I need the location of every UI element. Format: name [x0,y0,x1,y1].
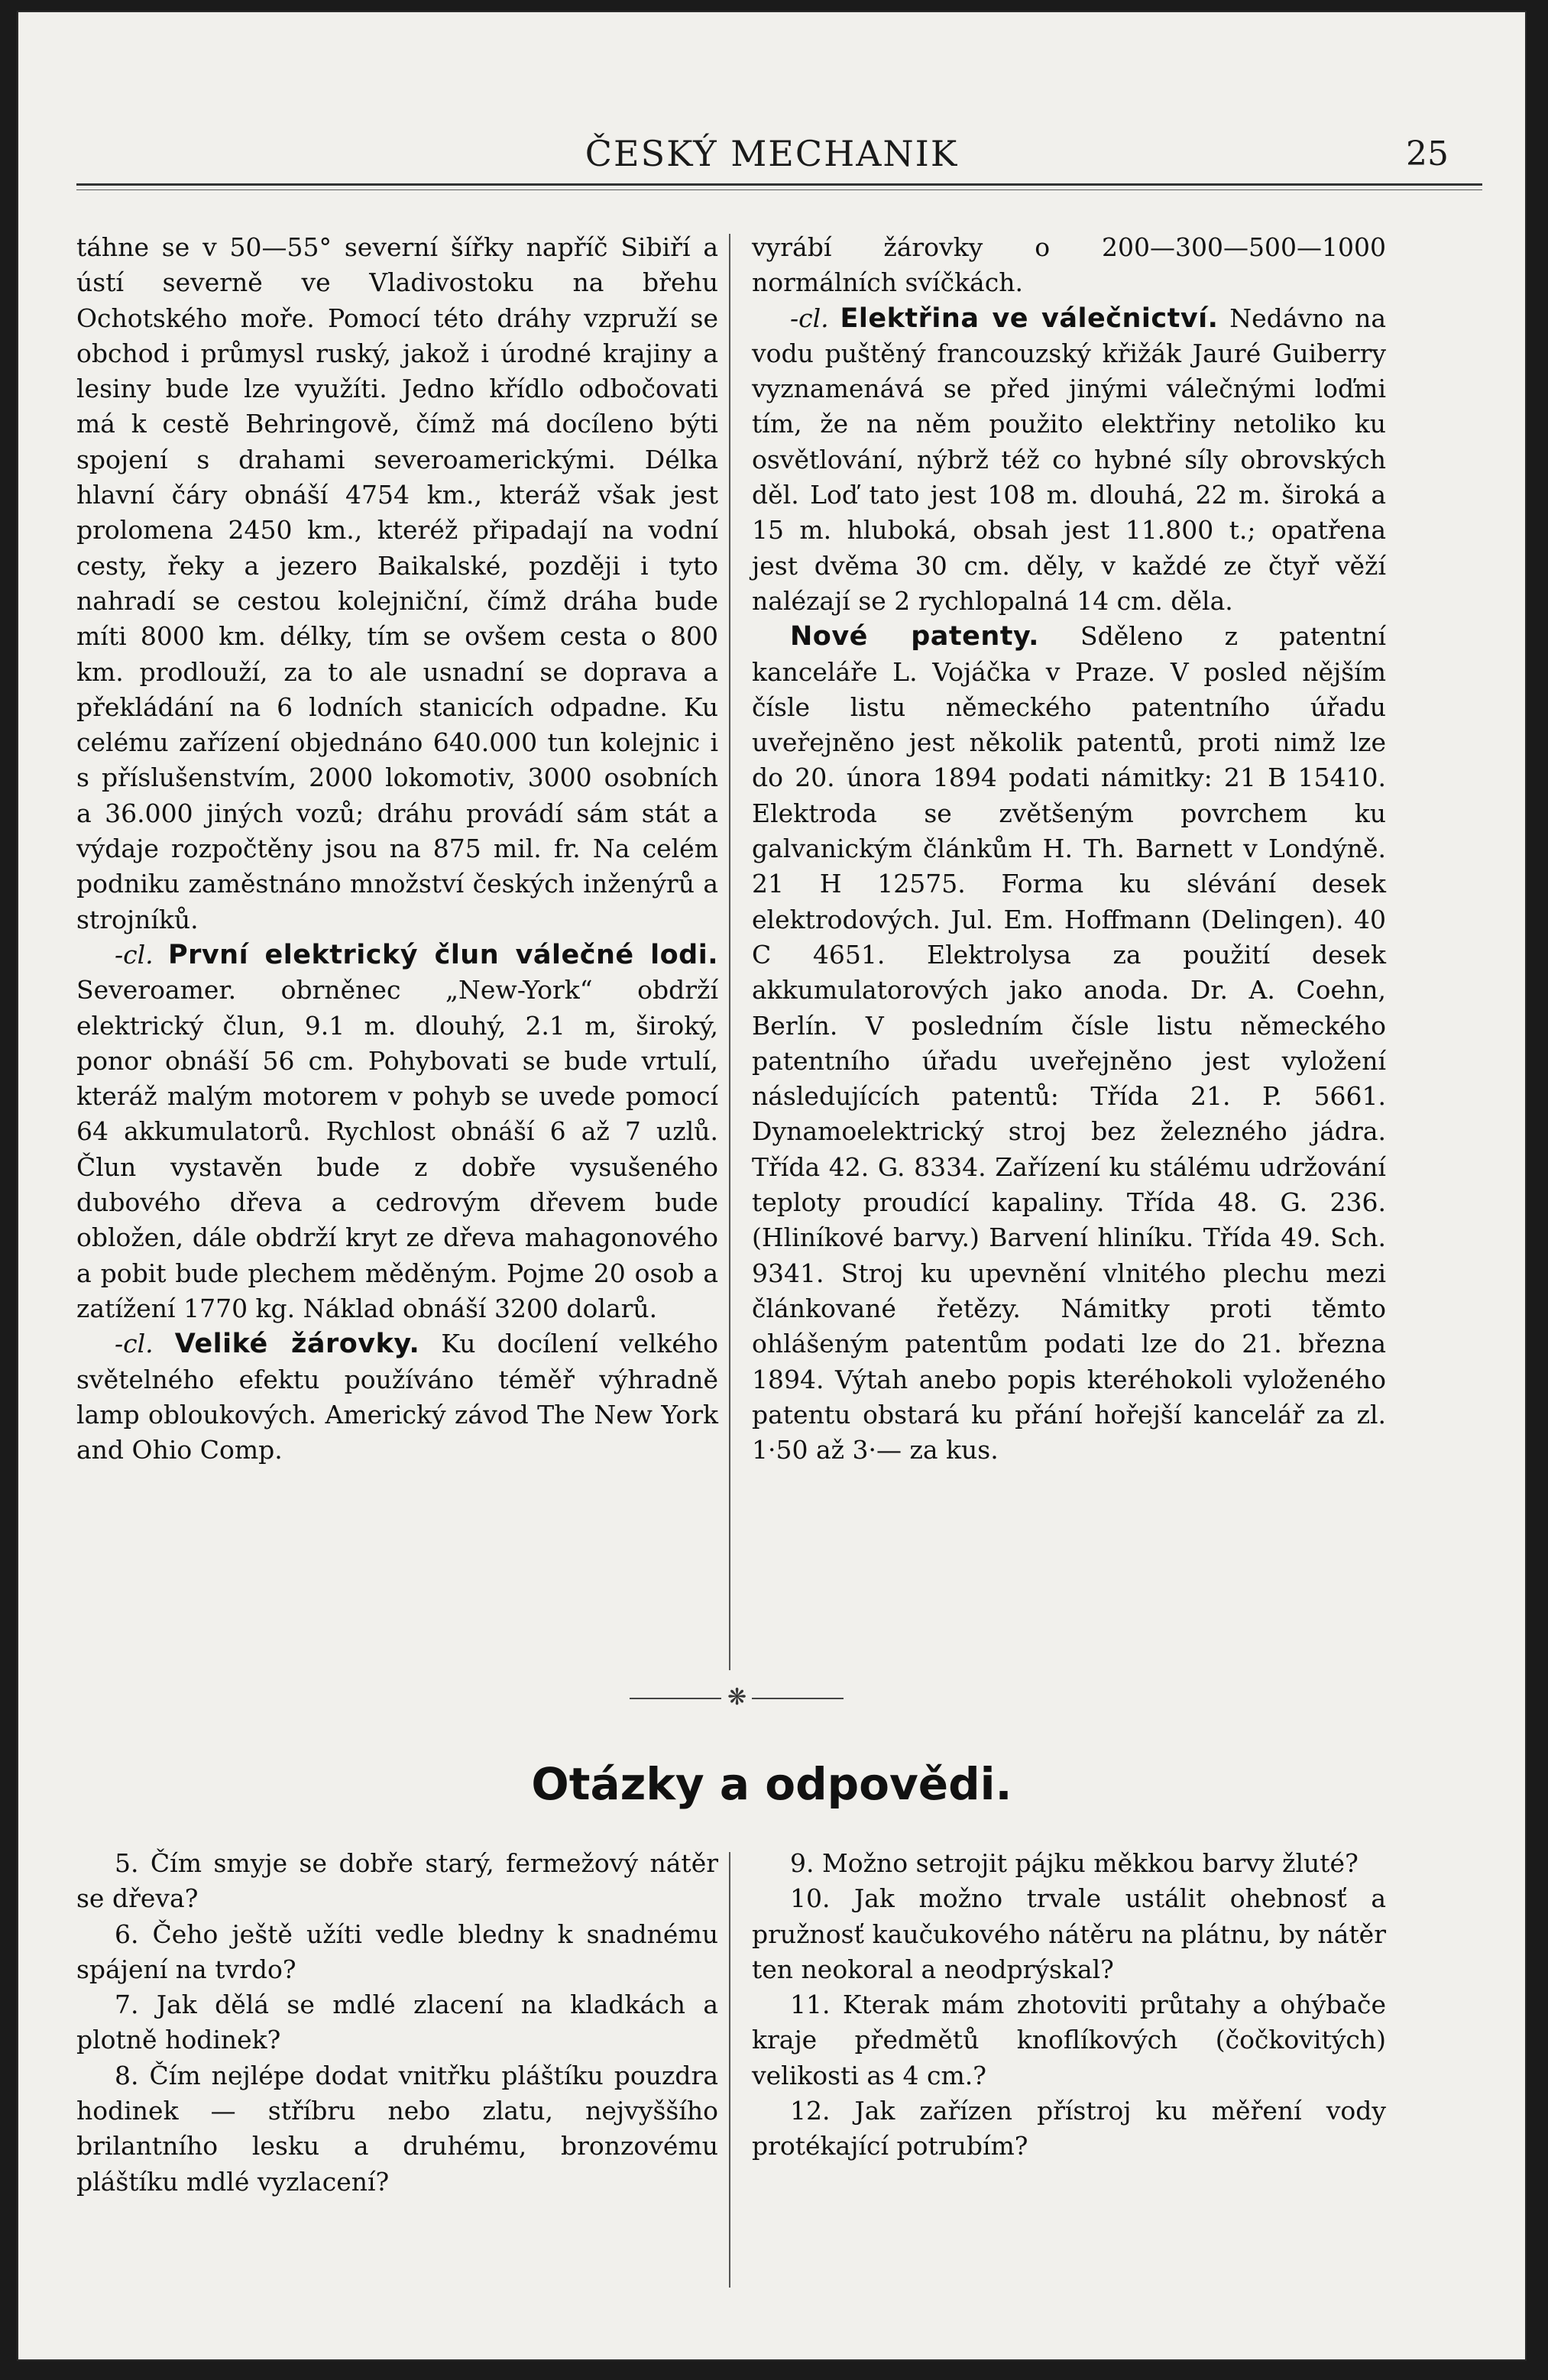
article-body: Sděleno z patentní kanceláře L. Vojáčka v Praze. V posled nějším čísle listu německého patentního úřadu uveřejněno jest několik patentů, proti nimž lze do 20. února 1894 podati námitky: 21 B 15410. Elektroda se zvětšeným povrchem ku galvanickým článkům H. Th. Barnett v Londýně. 21 H 12575. Forma ku slévání desek elektrodových. Jul. Em. Hoffmann (Delingen). 40 C 4651. Elektrolysa za použití desek akkumulatorových jako anoda. Dr. A. Coehn, Berlín. V posledním čísle listu německého patentního úřadu uveřejněno jest vyložení následujících patentů: Třída 21. P. 5661. Dynamoelektrický stroj bez železného jádra. Třída 42. G. 8334. Zařízení ku stálému udržování teploty proudící kapaliny. Třída 48. G. 236. (Hliníkové barvy.) Barvení hliníku. Třída 49. Sch. 9341. Stroj ku upevnění vlnitého plechu mezi článkované řetězy. Námitky proti těmto ohlášeným patentům podati lze do 21. března 1894. Výtah anebo popis kteréhokoli vyloženého patentu obstará ku přání hořejší kancelář za zl. 1·50 až 3·— za kus. [752,621,1387,1465]
ornament-line-right [752,1698,844,1699]
qa-section-title: Otázky a odpovědi. [531,1758,1012,1810]
article-new-patents [752,619,1386,1468]
question-item: 11. Kterak mám zhotoviti průtahy a ohýbače kraje předmětů knoflíkových (čočkovitých) velikosti as 4 cm.? [752,1990,1386,2090]
article-title: Elektřina ve válečnictví. [840,303,1219,334]
header-rule [76,183,1482,186]
article-title: Veliké žárovky. [174,1329,420,1360]
article-body: Severoamer. obrněnec „New-York“ obdrží elektrický člun, 9.1 m. dlouhý, 2.1 m, široký, ponor obnáší 56 cm. Pohybovati se bude vrtulí, kteráž malým motorem v pohyb se uvede pomocí 64 akkumulatorů. Rychlost obnáší 6 až 7 uzlů. Člun vystavěn bude z dobře vysušeného dubového dřeva a cedrovým dřevem bude obložen, dále obdrží kryt ze dřeva mahagonového a pobit bude plechem měděným. Pojme 20 osob a zatížení 1770 kg. Náklad obnáší 3200 dolarů. [76,975,718,1323]
question-item: 12. Jak zařízen přístroj ku měření vody protékající potrubím? [752,2096,1386,2161]
section-ornament [630,1684,859,1711]
running-head-title: ČESKÝ MECHANIK [585,133,959,174]
asterism-icon: ❋ [727,1684,747,1711]
qa-column-divider [729,1852,730,2288]
question-item: 6. Čeho ještě užíti vedle bledny k snadnému spájení na tvrdo? [76,1919,718,1984]
author-signature: -cl. [115,939,154,970]
header-rule-thin [76,189,1482,190]
question-item: 9. Možno setrojit pájku měkkou barvy žluté? [790,1848,1359,1878]
article-title: První elektrický člun válečné lodi. [167,939,718,970]
question-item: 10. Jak možno trvale ustálit ohebnosť a pružnosť kaučukového nátěru na plátnu, by nátěr ten neokoral a neodprýskal? [752,1883,1386,1984]
article-title: Nové patenty. [790,621,1039,652]
qa-right-column [752,1846,1386,2165]
continued-paragraph: táhne se v 50—55° severní šířky napříč Sibiří a ústí severně ve Vladivostoku na břehu Ochotského moře. Pomocí této dráhy vzpruží se obchod i průmysl ruský, jakož i úrodné krajiny a lesiny bude lze využíti. Jedno křídlo odbočovati má k cestě Behringově, čímž má docíleno býti spojení s drahami severoamerickými. Délka hlavní čáry obnáší 4754 km., kteráž však jest prolomena 2450 km., kteréž připadají na vodní cesty, řeky a jezero Baikalské, později i tyto nahradí se cestou kolejniční, čímž dráha bude míti 8000 km. délky, tím se ovšem cesta o 800 km. prodlouží, za to ale usnadní se doprava a překládání na 6 lodních stanicích odpadne. Ku celému zařízení objednáno 640.000 tun kolejnic i s příslušenstvím, 2000 lokomotiv, 3000 osobních a 36.000 jiných vozů; dráhu provádí sám stát a výdaje rozpočtěny jsou na 875 mil. fr. Na celém podniku zaměstnáno množství českých inženýrů a strojníků. [76,232,718,934]
page-number: 25 [1406,134,1449,173]
question-item: 8. Čím nejlépe dodat vnitřku pláštíku pouzdra hodinek — stříbru nebo zlatu, nejvyššího brilantního lesku a druhému, bronzovému pláštíku mdlé vyzlacení? [76,2060,718,2197]
column-divider [729,234,730,1670]
qa-left-column [76,1846,718,2200]
continued-paragraph: vyrábí žárovky o 200—300—500—1000 normálních svíčkách. [752,232,1386,298]
magazine-page [17,11,1527,2361]
article-large-bulbs [76,1326,718,1468]
article-body: Ku docílení velkého světelného efektu používáno téměř výhradně lamp obloukových. Americký závod The New York and Ohio Comp. [76,1329,718,1465]
article-electricity-warfare [752,301,1386,620]
question-item: 7. Jak dělá se mdlé zlacení na kladkách a plotně hodinek? [76,1990,718,2055]
author-signature: -cl. [790,303,829,333]
left-column [76,230,718,1468]
question-item: 5. Čím smyje se dobře starý, fermežový nátěr se dřeva? [76,1848,718,1914]
right-column [752,230,1386,1468]
author-signature: -cl. [115,1329,154,1359]
ornament-line-left [630,1698,721,1699]
article-body: Nedávno na vodu puštěný francouzský křižák Jauré Guiberry vyznamenává se před jinými válečnými loďmi tím, že na něm použito elektřiny netoliko ku osvětlování, nýbrž též co hybné síly obrovských děl. Loď tato jest 108 m. dlouhá, 22 m. široká a 15 m. hluboká, obsah jest 11.800 t.; opatřena jest dvěma 30 cm. děly, v každé ze čtyř věží nalézají se 2 rychlopalná 14 cm. děla. [752,303,1386,616]
article-first-electric-boat [76,937,718,1326]
